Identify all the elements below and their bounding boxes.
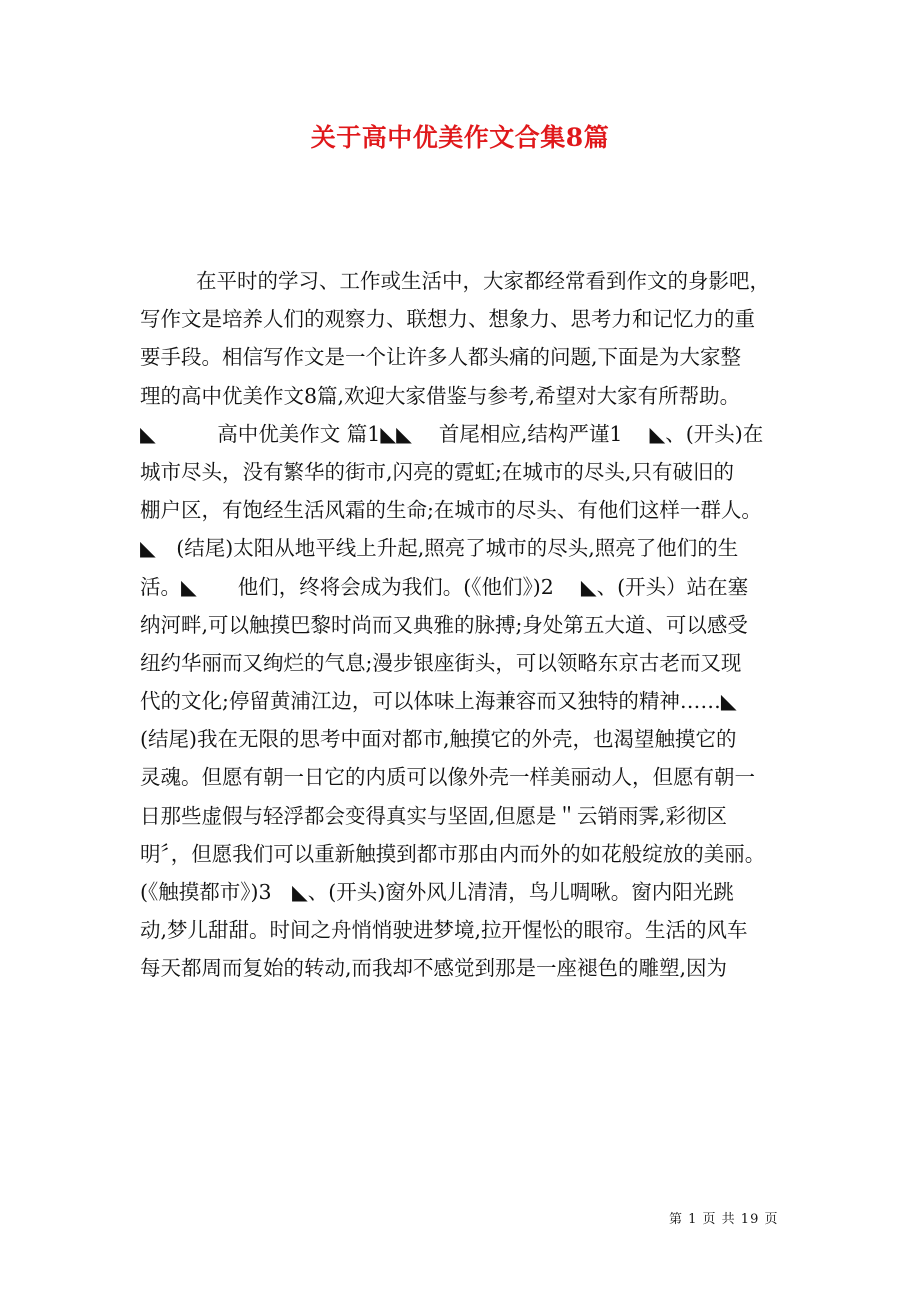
text-line: 在平时的学习、工作或生活中，大家都经常看到作文的身影吧， xyxy=(196,269,770,293)
text-line: 明〞，但愿我们可以重新触摸到都市那由内而外的如花般绽放的美丽。 xyxy=(140,841,766,866)
text-line: 棚户区，有饱经生活风霜的生命;在城市的尽头、有他们这样一群人。 xyxy=(140,498,762,523)
text-line: 日那些虚假与轻浮都会变得真实与坚固,但愿是＂云销雨霁,彩彻区 xyxy=(140,803,728,828)
text-line: 动,梦儿甜甜。时间之舟悄悄驶进梦境,拉开惺忪的眼帘。生活的风车 xyxy=(140,918,748,943)
page-title: 关于高中优美作文合集8篇 xyxy=(310,123,610,152)
text-line: 每天都周而复始的转动,而我却不感觉到那是一座褪色的雕塑,因为 xyxy=(140,956,728,981)
text-line: ◣ 高中优美作文 篇1◣◣ 首尾相应,结构严谨1 ◣、(开头)在 xyxy=(140,421,764,446)
text-line: ◣ (结尾)太阳从地平线上升起,照亮了城市的尽头,照亮了他们的生 xyxy=(140,536,739,561)
text-line: 要手段。相信写作文是一个让许多人都头痛的问题,下面是为大家整 xyxy=(140,345,742,370)
text-line: 灵魂。但愿有朝一日它的内质可以像外壳一样美丽动人，但愿有朝一 xyxy=(140,765,755,790)
text-line: (《触摸都市》)3 ◣、(开头)窗外风儿清清，鸟儿啁啾。窗内阳光跳 xyxy=(140,880,734,904)
page-number-footer: 第 1 页 共 19 页 xyxy=(669,1212,779,1227)
document-body xyxy=(140,262,796,988)
text-line: (结尾)我在无限的思考中面对都市,触摸它的外壳，也渴望触摸它的 xyxy=(140,727,737,752)
text-line: 写作文是培养人们的观察力、联想力、想象力、思考力和记忆力的重 xyxy=(140,307,755,332)
text-line: 纽约华丽而又绚烂的气息;漫步银座街头，可以领略东京古老而又现 xyxy=(140,650,742,675)
text-line: 理的高中优美作文8篇,欢迎大家借鉴与参考,希望对大家有所帮助。 xyxy=(140,383,741,408)
text-line: 纳河畔,可以触摸巴黎时尚而又典雅的脉搏;身处第五大道、可以感受 xyxy=(140,612,748,637)
text-line: 活。◣ 他们，终将会成为我们。(《他们》)2 ◣、(开头）站在塞 xyxy=(140,574,749,599)
text-line: 代的文化;停留黄浦江边，可以体味上海兼容而又独特的精神……◣ xyxy=(140,689,737,714)
text-line: 城市尽头，没有繁华的街市,闪亮的霓虹;在城市的尽头,只有破旧的 xyxy=(140,459,734,484)
